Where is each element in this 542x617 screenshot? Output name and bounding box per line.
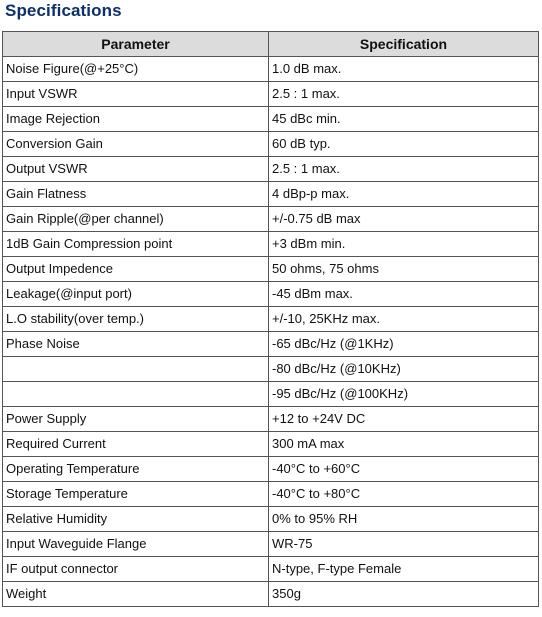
specification-cell: 45 dBc min.: [269, 107, 539, 132]
parameter-cell: [3, 357, 269, 382]
parameter-cell: [3, 382, 269, 407]
specification-cell: 0% to 95% RH: [269, 507, 539, 532]
table-row: [3, 532, 539, 557]
parameter-cell: Phase Noise: [3, 332, 269, 357]
specification-cell: 2.5 : 1 max.: [269, 157, 539, 182]
parameter-cell: Gain Ripple(@per channel): [3, 207, 269, 232]
parameter-cell: Required Current: [3, 432, 269, 457]
table-row: [3, 157, 539, 182]
table-row: [3, 582, 539, 607]
specification-cell: +12 to +24V DC: [269, 407, 539, 432]
table-row: [3, 282, 539, 307]
parameter-cell: Output Impedence: [3, 257, 269, 282]
table-row: [3, 57, 539, 82]
column-header-specification: Specification: [269, 32, 539, 57]
parameter-cell: Input Waveguide Flange: [3, 532, 269, 557]
table-row: [3, 432, 539, 457]
table-row: [3, 257, 539, 282]
specification-cell: 4 dBp-p max.: [269, 182, 539, 207]
table-row: [3, 132, 539, 157]
parameter-cell: Conversion Gain: [3, 132, 269, 157]
parameter-cell: Weight: [3, 582, 269, 607]
column-header-parameter: Parameter: [3, 32, 269, 57]
table-row: [3, 82, 539, 107]
parameter-cell: Operating Temperature: [3, 457, 269, 482]
table-row: [3, 107, 539, 132]
parameter-cell: Storage Temperature: [3, 482, 269, 507]
specification-cell: -40°C to +60°C: [269, 457, 539, 482]
specification-cell: WR-75: [269, 532, 539, 557]
specification-cell: +/-10, 25KHz max.: [269, 307, 539, 332]
table-row: [3, 407, 539, 432]
specification-cell: 300 mA max: [269, 432, 539, 457]
parameter-cell: Relative Humidity: [3, 507, 269, 532]
table-row: [3, 182, 539, 207]
specification-cell: -80 dBc/Hz (@10KHz): [269, 357, 539, 382]
specification-cell: -40°C to +80°C: [269, 482, 539, 507]
table-header-row: [3, 32, 539, 57]
table-row: [3, 207, 539, 232]
parameter-cell: IF output connector: [3, 557, 269, 582]
specification-cell: -45 dBm max.: [269, 282, 539, 307]
table-row: [3, 482, 539, 507]
parameter-cell: Leakage(@input port): [3, 282, 269, 307]
parameter-cell: Gain Flatness: [3, 182, 269, 207]
parameter-cell: Noise Figure(@+25°C): [3, 57, 269, 82]
table-row: [3, 507, 539, 532]
specification-cell: 50 ohms, 75 ohms: [269, 257, 539, 282]
table-row: [3, 307, 539, 332]
table-row: [3, 232, 539, 257]
specification-cell: -65 dBc/Hz (@1KHz): [269, 332, 539, 357]
table-row: [3, 457, 539, 482]
specification-cell: 350g: [269, 582, 539, 607]
specification-cell: N-type, F-type Female: [269, 557, 539, 582]
table-row: [3, 332, 539, 357]
table-row: [3, 382, 539, 407]
specification-cell: +/-0.75 dB max: [269, 207, 539, 232]
table-row: [3, 557, 539, 582]
parameter-cell: Power Supply: [3, 407, 269, 432]
parameter-cell: Image Rejection: [3, 107, 269, 132]
parameter-cell: L.O stability(over temp.): [3, 307, 269, 332]
specification-cell: 2.5 : 1 max.: [269, 82, 539, 107]
parameter-cell: Input VSWR: [3, 82, 269, 107]
specification-cell: +3 dBm min.: [269, 232, 539, 257]
specifications-table: [2, 31, 539, 607]
specification-cell: 1.0 dB max.: [269, 57, 539, 82]
parameter-cell: 1dB Gain Compression point: [3, 232, 269, 257]
table-row: [3, 357, 539, 382]
section-title: Specifications: [5, 1, 122, 20]
specification-cell: 60 dB typ.: [269, 132, 539, 157]
parameter-cell: Output VSWR: [3, 157, 269, 182]
specification-cell: -95 dBc/Hz (@100KHz): [269, 382, 539, 407]
